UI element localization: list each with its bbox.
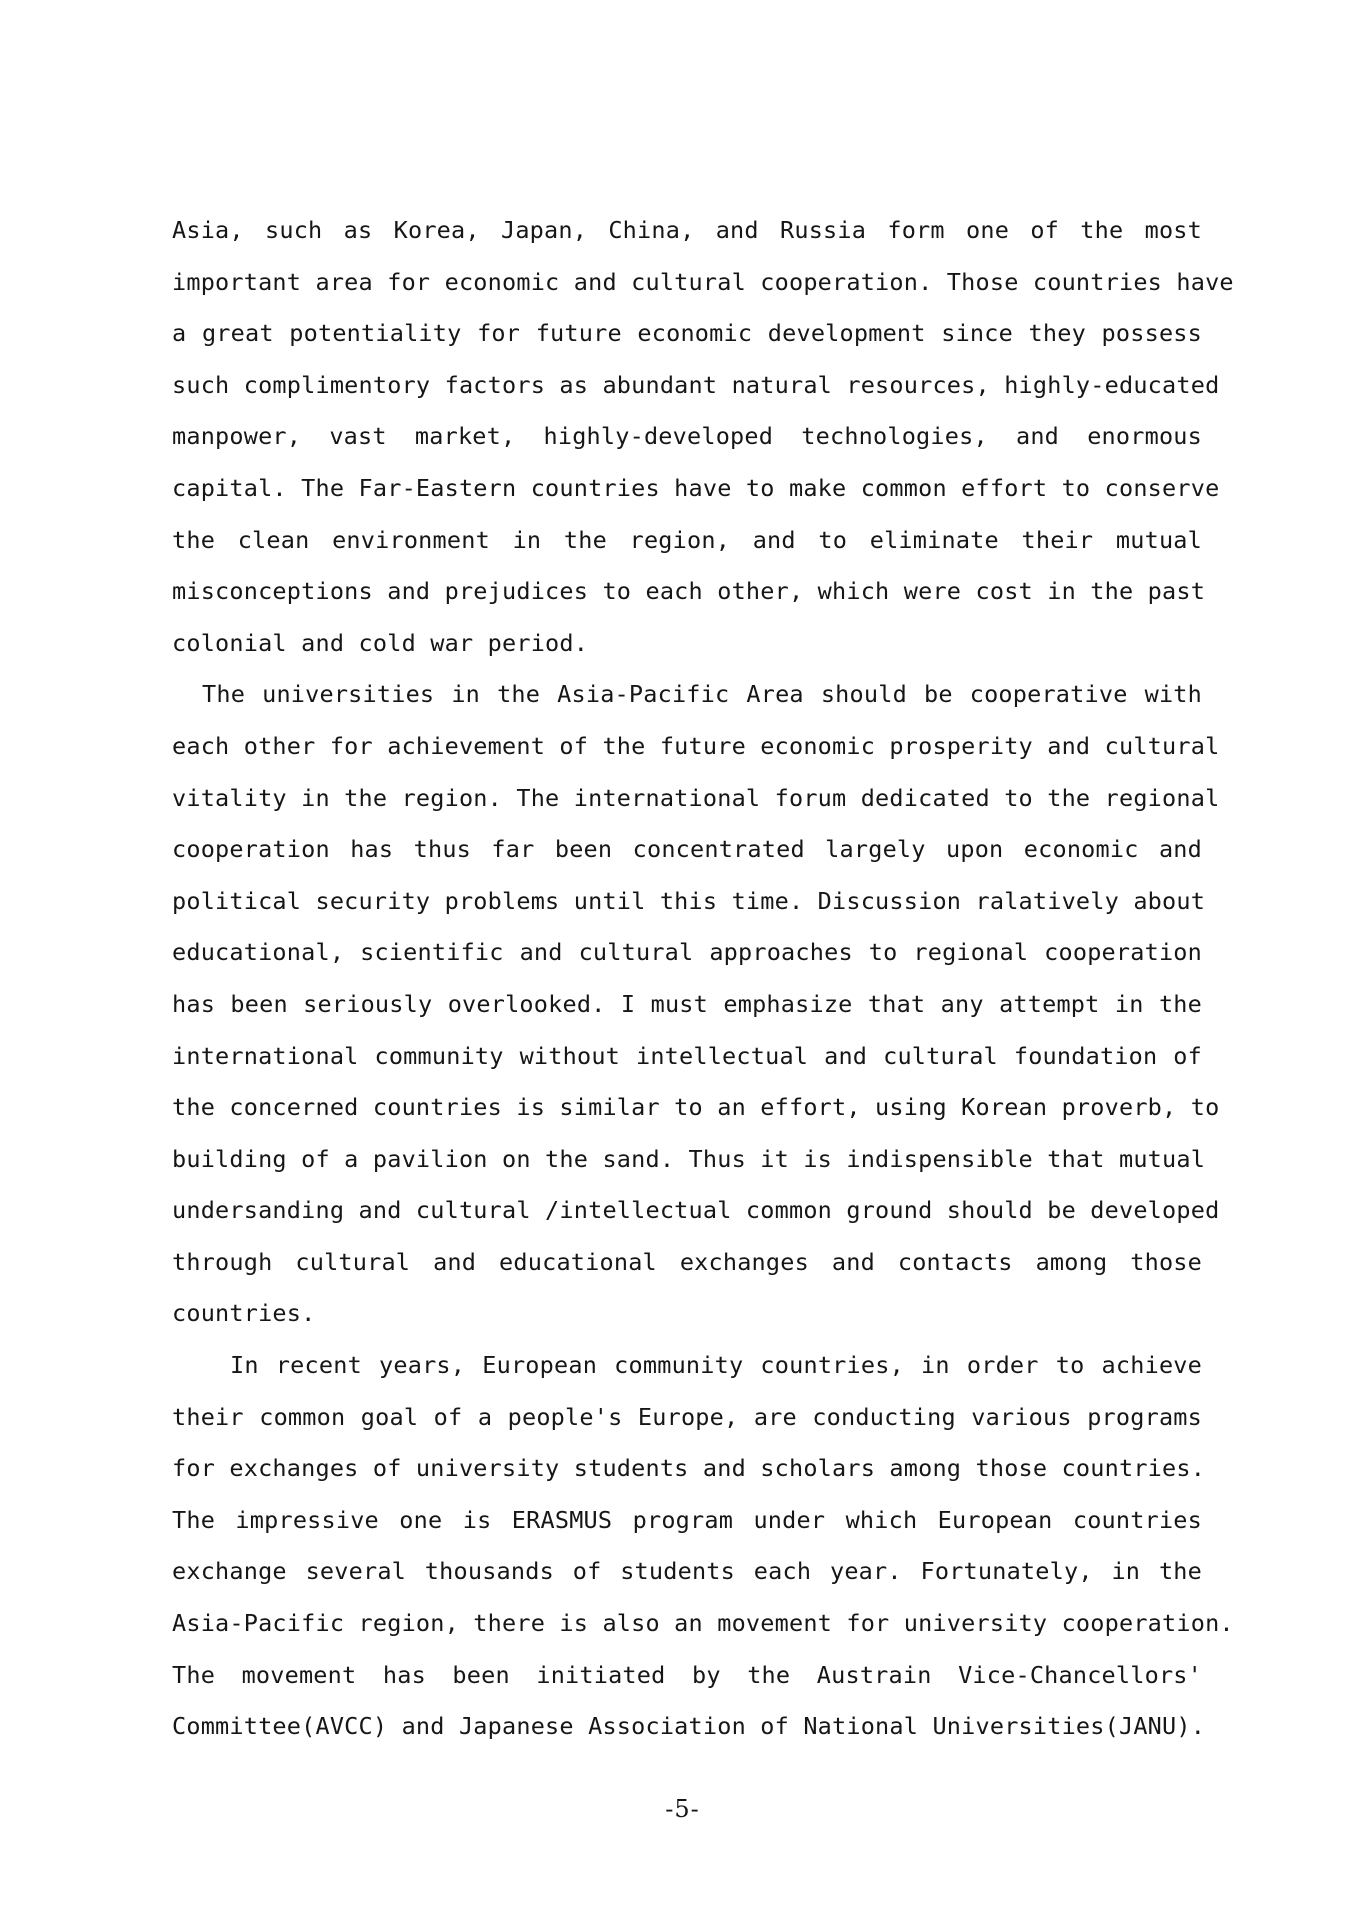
text-line: The universities in the Asia-Pacific Area should be cooperative with	[202, 680, 1202, 709]
text-line: vitality in the region. The international forum dedicated to the regional	[172, 783, 1220, 812]
text-line: Asia, such as Korea, Japan, China, and Russia form one of the most	[172, 216, 1202, 244]
text-line: important area for economic and cultural cooperation. Those countries have	[172, 267, 1234, 296]
text-line: for exchanges of university students and scholars among those countries.	[172, 1454, 1206, 1483]
text-line: colonial and cold war period.	[172, 628, 589, 657]
text-line: In recent years, European community countries, in order to achieve	[230, 1351, 1202, 1380]
text-line: manpower, vast market, highly-developed technologies, and enormous	[172, 422, 1202, 451]
text-line: a great potentiality for future economic development since they possess	[172, 319, 1202, 348]
text-line: countries.	[172, 1299, 316, 1328]
body-text	[172, 205, 1234, 1753]
text-line: the clean environment in the region, and to eliminate their mutual	[172, 525, 1202, 554]
text-line: capital. The Far-Eastern countries have to make common effort to conserve	[172, 473, 1220, 502]
text-line: misconceptions and prejudices to each other, which were cost in the past	[172, 577, 1206, 606]
text-line: The movement has been initiated by the Austrain Vice-Chancellors'	[172, 1660, 1202, 1689]
text-line: such complimentory factors as abundant natural resources, highly-educated	[172, 370, 1220, 399]
paragraph-2	[172, 669, 1220, 1340]
text-line: building of a pavilion on the sand. Thus it is indispensible that mutual	[172, 1144, 1206, 1173]
text-line: political security problems until this time. Discussion ralatively about	[172, 886, 1206, 915]
text-line: educational, scientific and cultural approaches to regional cooperation	[172, 938, 1202, 967]
text-line: undersanding and cultural /intellectual common ground should be developed	[172, 1196, 1220, 1225]
text-line: cooperation has thus far been concentrated largely upon economic and	[172, 835, 1202, 864]
text-line: the concerned countries is similar to an effort, using Korean proverb, to	[172, 1093, 1220, 1122]
text-line: Committee(AVCC) and Japanese Association of National Universities(JANU).	[172, 1712, 1206, 1741]
text-line: exchange several thousands of students each year. Fortunately, in the	[172, 1557, 1202, 1586]
text-line: international community without intellectual and cultural foundation of	[172, 1041, 1202, 1070]
text-line: each other for achievement of the future economic prosperity and cultural	[172, 731, 1220, 760]
text-line: their common goal of a people's Europe, are conducting various programs	[172, 1402, 1202, 1431]
page-number: -5-	[665, 1795, 700, 1823]
text-line: The impressive one is ERASMUS program under which European countries	[172, 1505, 1202, 1534]
text-line: has been seriously overlooked. I must emphasize that any attempt in the	[172, 989, 1202, 1018]
paragraph-1	[172, 205, 1234, 669]
text-line: Asia-Pacific region, there is also an movement for university cooperation.	[172, 1609, 1234, 1638]
text-line: through cultural and educational exchanges and contacts among those	[172, 1247, 1202, 1276]
paragraph-3	[172, 1340, 1234, 1753]
